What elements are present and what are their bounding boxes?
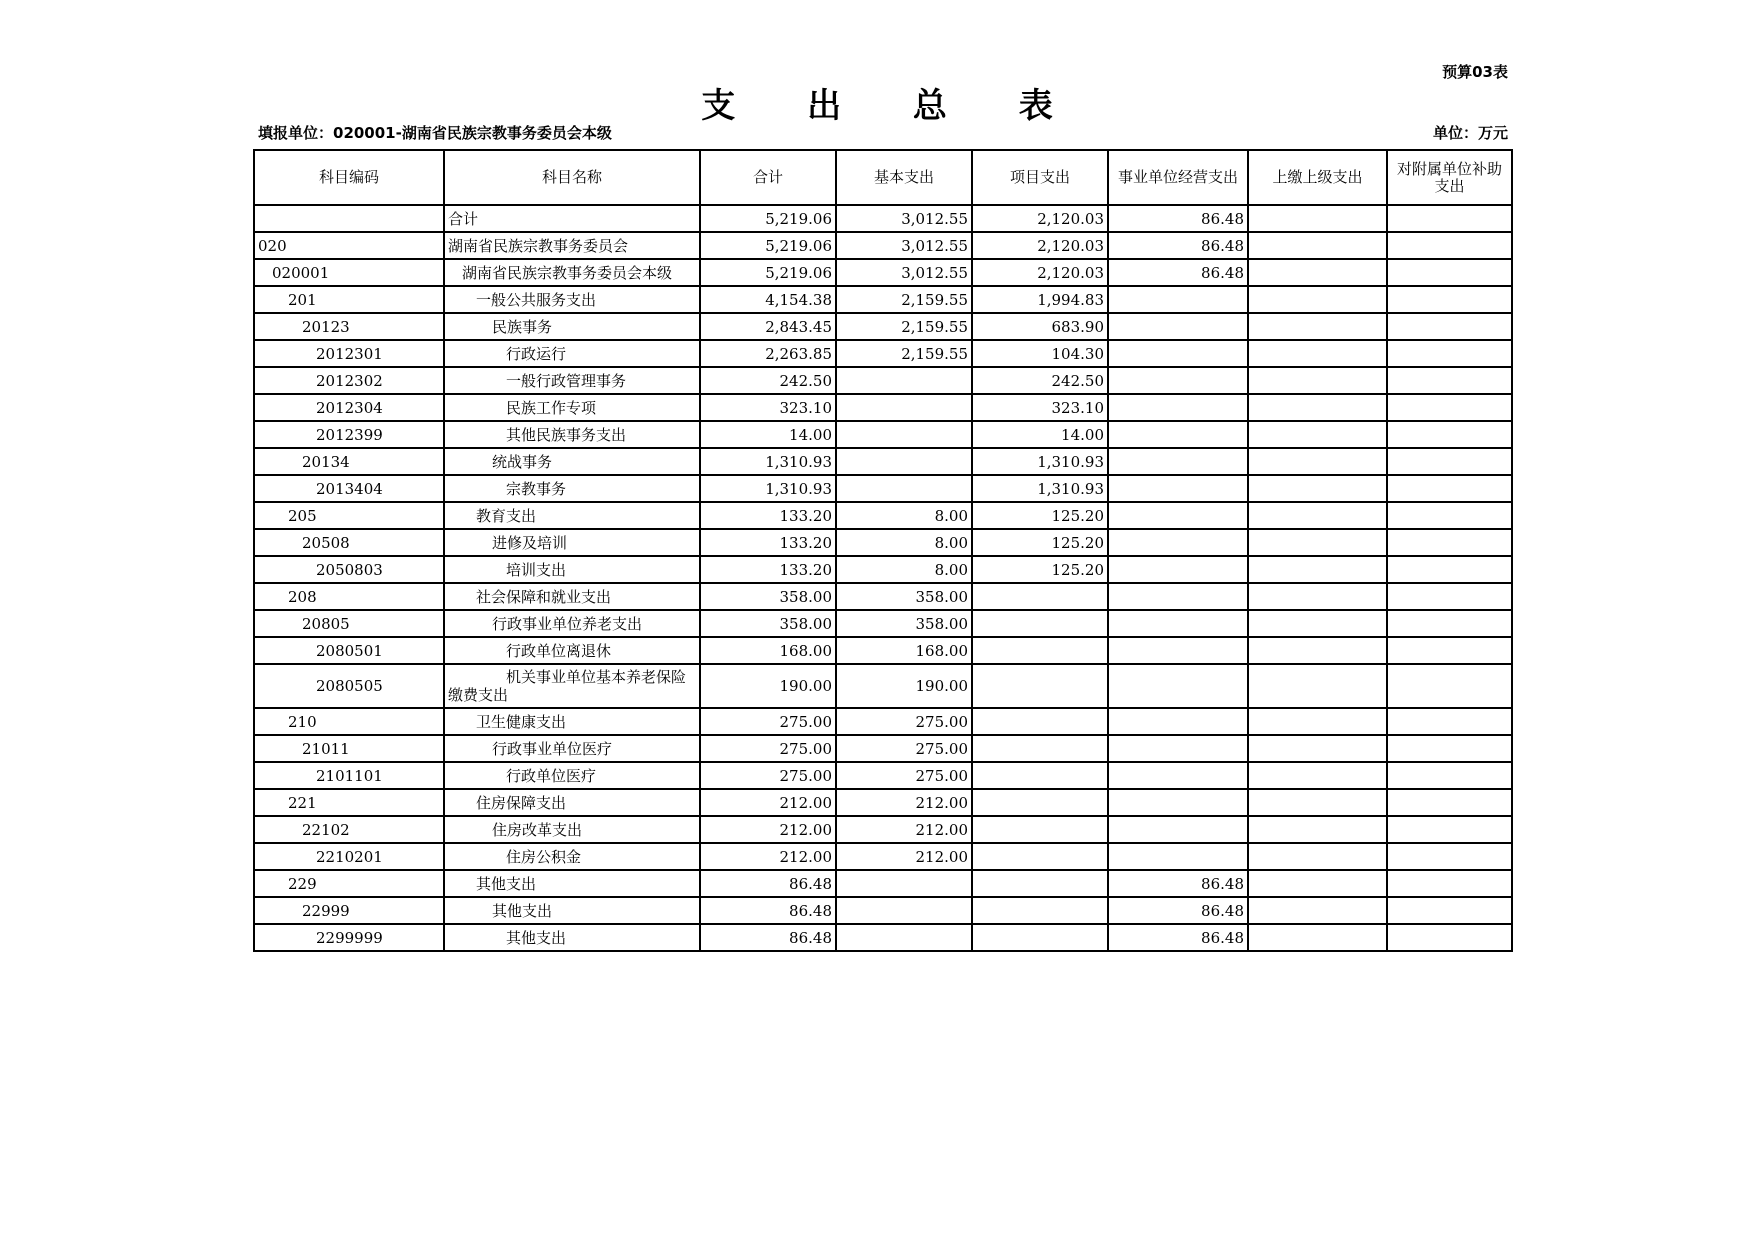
cell-total: 1,310.93 — [700, 448, 836, 475]
cell-basic — [836, 367, 972, 394]
cell-total: 5,219.06 — [700, 205, 836, 232]
cell-upper — [1248, 924, 1387, 951]
cell-subsidy — [1387, 664, 1512, 708]
cell-business — [1108, 313, 1248, 340]
cell-project — [972, 843, 1108, 870]
cell-name: 卫生健康支出 — [444, 708, 700, 735]
table-row — [254, 205, 1512, 232]
cell-name: 住房改革支出 — [444, 816, 700, 843]
table-row — [254, 286, 1512, 313]
cell-name: 民族工作专项 — [444, 394, 700, 421]
cell-basic — [836, 897, 972, 924]
header-code: 科目编码 — [254, 150, 444, 205]
cell-upper — [1248, 286, 1387, 313]
cell-code: 201 — [254, 286, 444, 313]
cell-business — [1108, 556, 1248, 583]
cell-code: 205 — [254, 502, 444, 529]
cell-upper — [1248, 843, 1387, 870]
cell-upper — [1248, 475, 1387, 502]
cell-code: 20805 — [254, 610, 444, 637]
header-basic: 基本支出 — [836, 150, 972, 205]
cell-basic: 212.00 — [836, 843, 972, 870]
document-title: 支 出 总 表 — [701, 86, 1083, 126]
table-body — [254, 205, 1512, 951]
cell-basic: 8.00 — [836, 502, 972, 529]
cell-business — [1108, 708, 1248, 735]
cell-basic — [836, 394, 972, 421]
cell-basic: 2,159.55 — [836, 286, 972, 313]
table-row — [254, 259, 1512, 286]
cell-project — [972, 762, 1108, 789]
header-upper: 上缴上级支出 — [1248, 150, 1387, 205]
cell-subsidy — [1387, 286, 1512, 313]
cell-project: 14.00 — [972, 421, 1108, 448]
table-row — [254, 367, 1512, 394]
cell-project — [972, 897, 1108, 924]
cell-code: 208 — [254, 583, 444, 610]
cell-upper — [1248, 637, 1387, 664]
cell-code: 2012304 — [254, 394, 444, 421]
cell-upper — [1248, 232, 1387, 259]
cell-basic: 275.00 — [836, 735, 972, 762]
cell-upper — [1248, 556, 1387, 583]
cell-code: 2012302 — [254, 367, 444, 394]
cell-basic: 212.00 — [836, 816, 972, 843]
cell-name: 合计 — [444, 205, 700, 232]
cell-basic: 8.00 — [836, 529, 972, 556]
cell-basic: 212.00 — [836, 789, 972, 816]
cell-subsidy — [1387, 816, 1512, 843]
cell-name: 湖南省民族宗教事务委员会 — [444, 232, 700, 259]
expenditure-table — [253, 149, 1513, 952]
table-row — [254, 340, 1512, 367]
cell-code: 22999 — [254, 897, 444, 924]
cell-project — [972, 816, 1108, 843]
cell-basic: 275.00 — [836, 708, 972, 735]
cell-project: 125.20 — [972, 556, 1108, 583]
cell-code: 020001 — [254, 259, 444, 286]
cell-basic — [836, 870, 972, 897]
cell-upper — [1248, 340, 1387, 367]
cell-upper — [1248, 789, 1387, 816]
cell-subsidy — [1387, 762, 1512, 789]
cell-code: 2210201 — [254, 843, 444, 870]
cell-basic — [836, 475, 972, 502]
table-row — [254, 708, 1512, 735]
cell-subsidy — [1387, 421, 1512, 448]
table-row — [254, 762, 1512, 789]
cell-name: 行政事业单位医疗 — [444, 735, 700, 762]
cell-project: 2,120.03 — [972, 205, 1108, 232]
cell-basic: 3,012.55 — [836, 205, 972, 232]
cell-name: 培训支出 — [444, 556, 700, 583]
cell-project: 2,120.03 — [972, 232, 1108, 259]
cell-name: 一般公共服务支出 — [444, 286, 700, 313]
cell-subsidy — [1387, 708, 1512, 735]
cell-basic: 2,159.55 — [836, 313, 972, 340]
cell-name: 进修及培训 — [444, 529, 700, 556]
cell-code: 210 — [254, 708, 444, 735]
table-row — [254, 897, 1512, 924]
cell-name: 社会保障和就业支出 — [444, 583, 700, 610]
cell-code: 2080501 — [254, 637, 444, 664]
currency-unit: 单位：万元 — [1432, 124, 1508, 142]
cell-subsidy — [1387, 556, 1512, 583]
cell-basic: 358.00 — [836, 583, 972, 610]
cell-code — [254, 205, 444, 232]
table-row — [254, 664, 1512, 708]
cell-total: 212.00 — [700, 816, 836, 843]
cell-total: 86.48 — [700, 897, 836, 924]
cell-code: 2012301 — [254, 340, 444, 367]
cell-basic: 358.00 — [836, 610, 972, 637]
cell-business — [1108, 843, 1248, 870]
cell-name: 其他支出 — [444, 870, 700, 897]
cell-project — [972, 708, 1108, 735]
cell-project: 125.20 — [972, 529, 1108, 556]
cell-name: 湖南省民族宗教事务委员会本级 — [444, 259, 700, 286]
cell-subsidy — [1387, 637, 1512, 664]
cell-total: 1,310.93 — [700, 475, 836, 502]
cell-total: 2,843.45 — [700, 313, 836, 340]
cell-project — [972, 870, 1108, 897]
cell-business — [1108, 610, 1248, 637]
cell-subsidy — [1387, 735, 1512, 762]
form-number: 预算03表 — [1442, 63, 1508, 81]
cell-subsidy — [1387, 529, 1512, 556]
cell-business — [1108, 475, 1248, 502]
cell-subsidy — [1387, 205, 1512, 232]
cell-total: 133.20 — [700, 556, 836, 583]
cell-total: 4,154.38 — [700, 286, 836, 313]
cell-code: 2013404 — [254, 475, 444, 502]
cell-subsidy — [1387, 502, 1512, 529]
cell-business — [1108, 286, 1248, 313]
cell-total: 275.00 — [700, 708, 836, 735]
cell-project — [972, 664, 1108, 708]
cell-total: 242.50 — [700, 367, 836, 394]
table-row — [254, 313, 1512, 340]
header-subsidy: 对附属单位补助支出 — [1387, 150, 1512, 205]
cell-basic: 3,012.55 — [836, 232, 972, 259]
cell-project: 1,310.93 — [972, 475, 1108, 502]
cell-total: 168.00 — [700, 637, 836, 664]
cell-total: 133.20 — [700, 529, 836, 556]
cell-name: 其他民族事务支出 — [444, 421, 700, 448]
cell-subsidy — [1387, 843, 1512, 870]
cell-business: 86.48 — [1108, 205, 1248, 232]
cell-business — [1108, 637, 1248, 664]
cell-upper — [1248, 502, 1387, 529]
cell-subsidy — [1387, 870, 1512, 897]
cell-upper — [1248, 870, 1387, 897]
cell-total: 2,263.85 — [700, 340, 836, 367]
cell-business — [1108, 735, 1248, 762]
header-project: 项目支出 — [972, 150, 1108, 205]
cell-project: 683.90 — [972, 313, 1108, 340]
cell-upper — [1248, 448, 1387, 475]
cell-subsidy — [1387, 340, 1512, 367]
cell-upper — [1248, 205, 1387, 232]
table-row — [254, 529, 1512, 556]
header-total: 合计 — [700, 150, 836, 205]
cell-basic — [836, 421, 972, 448]
table-row — [254, 502, 1512, 529]
cell-project: 323.10 — [972, 394, 1108, 421]
cell-project: 1,994.83 — [972, 286, 1108, 313]
cell-upper — [1248, 394, 1387, 421]
cell-basic: 190.00 — [836, 664, 972, 708]
cell-code: 2080505 — [254, 664, 444, 708]
cell-total: 5,219.06 — [700, 259, 836, 286]
table-row — [254, 924, 1512, 951]
cell-project — [972, 924, 1108, 951]
cell-upper — [1248, 367, 1387, 394]
cell-name: 行政事业单位养老支出 — [444, 610, 700, 637]
table-row — [254, 870, 1512, 897]
reporting-unit: 填报单位：020001-湖南省民族宗教事务委员会本级 — [258, 124, 612, 142]
cell-subsidy — [1387, 610, 1512, 637]
cell-upper — [1248, 708, 1387, 735]
cell-basic: 8.00 — [836, 556, 972, 583]
cell-business — [1108, 367, 1248, 394]
cell-subsidy — [1387, 789, 1512, 816]
table-row — [254, 789, 1512, 816]
cell-name: 行政单位离退休 — [444, 637, 700, 664]
cell-upper — [1248, 735, 1387, 762]
cell-business — [1108, 789, 1248, 816]
cell-name: 统战事务 — [444, 448, 700, 475]
table-row — [254, 637, 1512, 664]
cell-subsidy — [1387, 924, 1512, 951]
table-row — [254, 735, 1512, 762]
table-row — [254, 583, 1512, 610]
cell-upper — [1248, 762, 1387, 789]
cell-project — [972, 610, 1108, 637]
cell-basic: 3,012.55 — [836, 259, 972, 286]
cell-project — [972, 789, 1108, 816]
cell-subsidy — [1387, 897, 1512, 924]
cell-subsidy — [1387, 448, 1512, 475]
table-header-row — [254, 150, 1512, 205]
cell-upper — [1248, 583, 1387, 610]
cell-subsidy — [1387, 313, 1512, 340]
cell-basic: 168.00 — [836, 637, 972, 664]
cell-subsidy — [1387, 394, 1512, 421]
cell-subsidy — [1387, 259, 1512, 286]
cell-project — [972, 735, 1108, 762]
table-row — [254, 475, 1512, 502]
cell-business — [1108, 816, 1248, 843]
cell-upper — [1248, 421, 1387, 448]
cell-business: 86.48 — [1108, 897, 1248, 924]
cell-code: 20123 — [254, 313, 444, 340]
cell-project — [972, 637, 1108, 664]
cell-subsidy — [1387, 232, 1512, 259]
cell-name: 民族事务 — [444, 313, 700, 340]
cell-total: 133.20 — [700, 502, 836, 529]
cell-name: 教育支出 — [444, 502, 700, 529]
cell-upper — [1248, 529, 1387, 556]
cell-code: 229 — [254, 870, 444, 897]
cell-code: 2012399 — [254, 421, 444, 448]
cell-business: 86.48 — [1108, 259, 1248, 286]
cell-total: 86.48 — [700, 870, 836, 897]
cell-name: 住房公积金 — [444, 843, 700, 870]
cell-total: 275.00 — [700, 735, 836, 762]
cell-name: 一般行政管理事务 — [444, 367, 700, 394]
table-row — [254, 421, 1512, 448]
cell-name: 机关事业单位基本养老保险缴费支出 — [444, 664, 700, 708]
cell-name: 住房保障支出 — [444, 789, 700, 816]
cell-business — [1108, 394, 1248, 421]
cell-subsidy — [1387, 367, 1512, 394]
cell-total: 358.00 — [700, 583, 836, 610]
table-row — [254, 556, 1512, 583]
cell-code: 20134 — [254, 448, 444, 475]
cell-project: 1,310.93 — [972, 448, 1108, 475]
cell-business — [1108, 502, 1248, 529]
cell-total: 358.00 — [700, 610, 836, 637]
cell-project: 104.30 — [972, 340, 1108, 367]
table-row — [254, 394, 1512, 421]
cell-name: 行政单位医疗 — [444, 762, 700, 789]
cell-project: 2,120.03 — [972, 259, 1108, 286]
cell-total: 5,219.06 — [700, 232, 836, 259]
cell-name: 宗教事务 — [444, 475, 700, 502]
cell-business — [1108, 340, 1248, 367]
cell-project: 125.20 — [972, 502, 1108, 529]
cell-code: 020 — [254, 232, 444, 259]
cell-basic — [836, 448, 972, 475]
cell-total: 275.00 — [700, 762, 836, 789]
cell-upper — [1248, 610, 1387, 637]
table-row — [254, 843, 1512, 870]
cell-code: 20508 — [254, 529, 444, 556]
cell-upper — [1248, 259, 1387, 286]
cell-business: 86.48 — [1108, 232, 1248, 259]
cell-code: 22102 — [254, 816, 444, 843]
cell-name: 其他支出 — [444, 924, 700, 951]
cell-total: 212.00 — [700, 843, 836, 870]
cell-business — [1108, 664, 1248, 708]
cell-business: 86.48 — [1108, 870, 1248, 897]
header-name: 科目名称 — [444, 150, 700, 205]
cell-code: 221 — [254, 789, 444, 816]
cell-total: 190.00 — [700, 664, 836, 708]
cell-code: 2299999 — [254, 924, 444, 951]
cell-code: 2101101 — [254, 762, 444, 789]
cell-project — [972, 583, 1108, 610]
cell-business — [1108, 583, 1248, 610]
cell-business — [1108, 421, 1248, 448]
cell-subsidy — [1387, 475, 1512, 502]
cell-name: 其他支出 — [444, 897, 700, 924]
cell-code: 2050803 — [254, 556, 444, 583]
cell-upper — [1248, 897, 1387, 924]
cell-business: 86.48 — [1108, 924, 1248, 951]
cell-upper — [1248, 664, 1387, 708]
table-row — [254, 816, 1512, 843]
cell-code: 21011 — [254, 735, 444, 762]
cell-name: 行政运行 — [444, 340, 700, 367]
cell-total: 14.00 — [700, 421, 836, 448]
cell-business — [1108, 762, 1248, 789]
cell-basic: 2,159.55 — [836, 340, 972, 367]
cell-project: 242.50 — [972, 367, 1108, 394]
cell-total: 86.48 — [700, 924, 836, 951]
cell-business — [1108, 529, 1248, 556]
cell-business — [1108, 448, 1248, 475]
cell-subsidy — [1387, 583, 1512, 610]
cell-total: 323.10 — [700, 394, 836, 421]
cell-total: 212.00 — [700, 789, 836, 816]
header-business: 事业单位经营支出 — [1108, 150, 1248, 205]
cell-upper — [1248, 816, 1387, 843]
cell-basic: 275.00 — [836, 762, 972, 789]
table-row — [254, 232, 1512, 259]
cell-upper — [1248, 313, 1387, 340]
table-row — [254, 448, 1512, 475]
table-row — [254, 610, 1512, 637]
cell-basic — [836, 924, 972, 951]
